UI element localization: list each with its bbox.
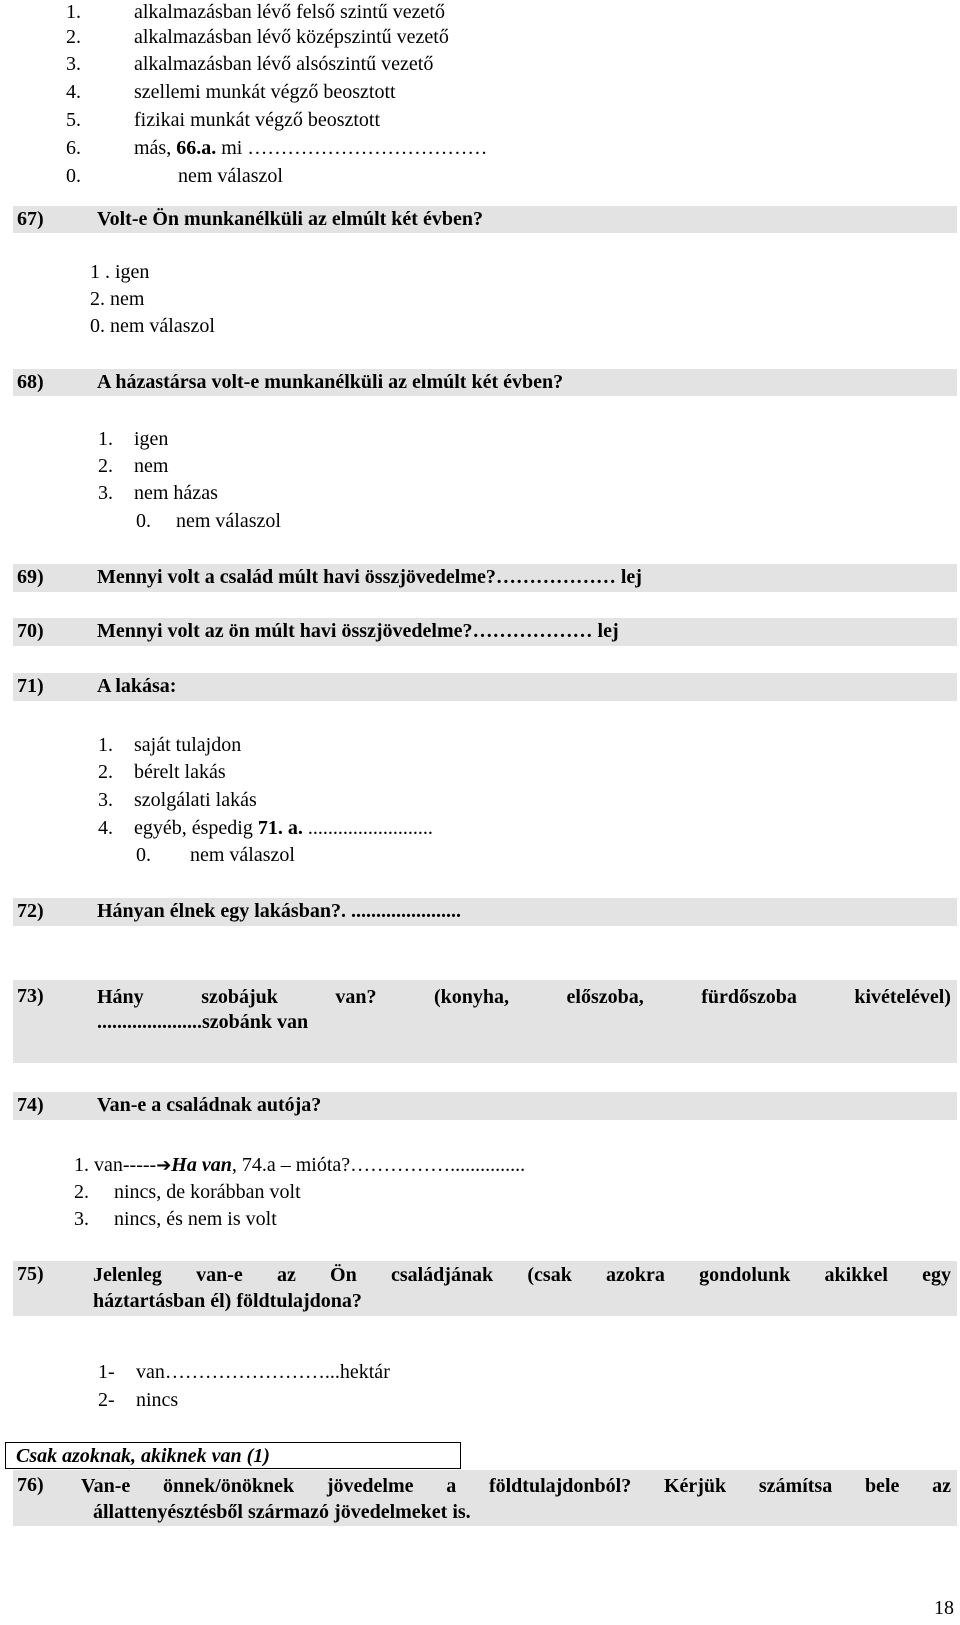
- q71-option-2: 2. bérelt lakás: [98, 761, 226, 783]
- q75-line-2: háztartásban él) földtulajdona?: [93, 1290, 362, 1312]
- q67-option-0: 0. nem válaszol: [90, 315, 215, 337]
- q74-option-2: 2. nincs, de korábban volt: [74, 1181, 301, 1203]
- q76-line-1: Van-e önnek/önöknek jövedelme a földtulajdonból? Kérjük számítsa bele az: [81, 1475, 951, 1497]
- page-number: 18: [934, 1597, 954, 1619]
- q75-option-2: 2- nincs: [98, 1389, 179, 1411]
- q68-option-1: 1. igen: [98, 428, 169, 450]
- q71-option-1: 1. saját tulajdon: [98, 734, 242, 756]
- q75-option-1: 1- van……………………...hektár: [98, 1361, 390, 1383]
- q68-option-0: 0. nem válaszol: [136, 510, 281, 532]
- option-3: 3. alkalmazásban lévő alsószintű vezető: [66, 53, 434, 75]
- q74-option-1: 1. van-----➔Ha van, 74.a – mióta?……………...............: [74, 1154, 526, 1176]
- option-2: 2. alkalmazásban lévő középszintű vezető: [66, 26, 449, 48]
- option-5: 5. fizikai munkát végző beosztott: [66, 109, 381, 131]
- option-0: 0. nem válaszol: [66, 165, 283, 187]
- option-1: 1. alkalmazásban lévő felső szintű vezető: [66, 1, 445, 23]
- option-6: 6. más, 66.a. mi ………………………………: [66, 137, 488, 159]
- q73-line-1: Hány szobájuk van? (konyha, előszoba, fürdőszoba kivételével): [97, 986, 951, 1008]
- q71-option-0: 0. nem válaszol: [136, 844, 295, 866]
- q71-option-3: 3. szolgálati lakás: [98, 789, 257, 811]
- q71-option-4: 4. egyéb, éspedig 71. a. .........................: [98, 817, 433, 839]
- arrow-right-icon: ➔: [156, 1155, 172, 1176]
- q75-line-1: Jelenleg van-e az Ön családjának (csak azokra gondolunk akikkel egy: [93, 1264, 951, 1286]
- q73-line-2: .....................szobánk van: [97, 1011, 309, 1033]
- q68-option-2: 2. nem: [98, 455, 169, 477]
- q74-option-3: 3. nincs, és nem is volt: [74, 1208, 277, 1230]
- q76-line-2: állattenyésztésből származó jövedelmeket is.: [93, 1501, 471, 1523]
- q68-option-3: 3. nem házas: [98, 482, 218, 504]
- q67-option-1: 1 . igen: [90, 261, 150, 283]
- option-4: 4. szellemi munkát végző beosztott: [66, 81, 396, 103]
- filter-note-box: Csak azoknak, akiknek van (1): [5, 1442, 461, 1469]
- q67-option-2: 2. nem: [90, 288, 145, 310]
